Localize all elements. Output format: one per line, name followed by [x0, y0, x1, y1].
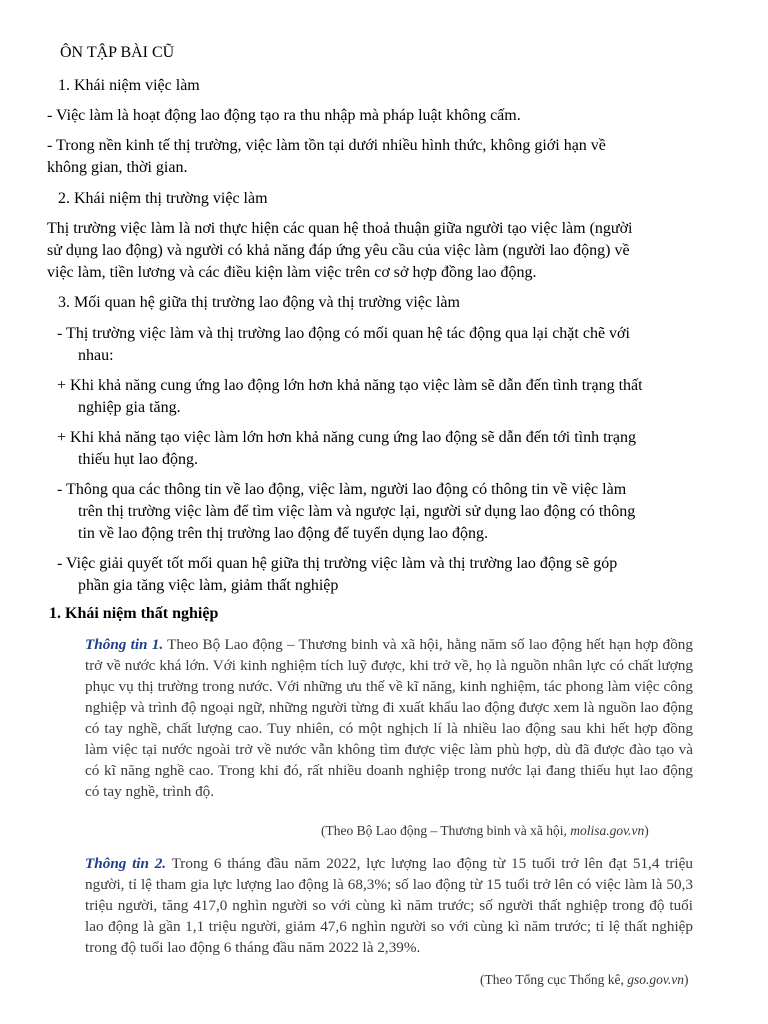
bullet-line: nhau:	[78, 347, 114, 364]
info-source-1	[321, 823, 649, 839]
bullet-line: nghiệp gia tăng.	[78, 399, 181, 416]
paragraph-line: sử dụng lao động) và người có khả năng đáp ứng yêu cầu của việc làm (người lao động) về	[47, 242, 630, 259]
bullet-line: - Thông qua các thông tin về lao động, việc làm, người lao động có thông tin về việc làm	[57, 481, 627, 498]
source-end: )	[644, 823, 649, 838]
paragraph-line: - Trong nền kinh tế thị trường, việc làm tồn tại dưới nhiều hình thức, không giới hạn về	[47, 137, 606, 154]
info-lead: Thông tin 2.	[85, 855, 167, 872]
section-heading-2: 2. Khái niệm thị trường việc làm	[58, 190, 268, 207]
section-heading-4: 1. Khái niệm thất nghiệp	[49, 605, 219, 622]
section-heading-3: 3. Mối quan hệ giữa thị trường lao động và thị trường việc làm	[58, 294, 460, 311]
info-block-2	[85, 853, 693, 958]
paragraph-line: không gian, thời gian.	[47, 159, 188, 176]
bullet-line: trên thị trường việc làm để tìm việc làm và ngược lại, người sử dụng lao động có thông	[78, 503, 636, 520]
info-text: Trong 6 tháng đầu năm 2022, lực lượng lao động từ 15 tuổi trở lên đạt 51,4 triệu người, tỉ lệ tham gia lực lượng lao động là 68,3%; số lao động từ 15 tuổi trở lên có việc làm là 50,3 triệu người, tăng 417,0 nghìn người so với cùng kì năm trước; số người thất nghiệp trong độ tuổi lao động là gần 1,1 triệu người, giảm 47,6 nghìn người so với cùng kì năm trước; tỉ lệ thất nghiệp trong độ tuổi lao động 6 tháng đầu năm 2022 là 2,39%.	[85, 855, 693, 956]
info-lead: Thông tin 1.	[85, 636, 164, 653]
info-text: Theo Bộ Lao động – Thương binh và xã hội, hằng năm số lao động hết hạn hợp đồng trở về nước khá lớn. Với kinh nghiệm tích luỹ được, khi trở về, họ là nguồn nhân lực có chất lượng phục vụ thị trường trong nước. Với những ưu thế về kĩ năng, kinh nghiệm, tác phong làm việc công nghiệp và trình độ ngoại ngữ, những người từng đi xuất khẩu lao động được xem là nguồn lao động có tay nghề, chất lượng cao. Tuy nhiên, có một nghịch lí là nhiều lao động sau khi hết hợp đồng làm việc tại nước ngoài trở về nước vẫn không tìm được việc làm phù hợp, dù đã được đào tạo và có kĩ năng nghề cao. Trong khi đó, rất nhiều doanh nghiệp trong nước lại đang thiếu hụt lao động có tay nghề, trình độ.	[85, 636, 693, 800]
source-end: )	[683, 972, 689, 987]
page-title: ÔN TẬP BÀI CŨ	[60, 44, 175, 61]
source-text: (Theo Tổng cục Thống kê,	[480, 972, 628, 987]
bullet-line: - Việc giải quyết tốt mối quan hệ giữa thị trường việc làm và thị trường lao động sẽ góp	[57, 555, 618, 572]
paragraph-line: việc làm, tiền lương và các điều kiện làm việc trên cơ sở hợp đồng lao động.	[47, 264, 537, 281]
paragraph-line: Thị trường việc làm là nơi thực hiện các quan hệ thoả thuận giữa người tạo việc làm (người	[47, 220, 633, 237]
bullet-line: phần gia tăng việc làm, giảm thất nghiệp	[78, 577, 339, 594]
source-site: gso.gov.vn	[627, 972, 684, 987]
bullet-line: + Khi khả năng tạo việc làm lớn hơn khả năng cung ứng lao động sẽ dẫn đến tới tình trạng	[57, 429, 636, 446]
source-text: (Theo Bộ Lao động – Thương binh và xã hội,	[321, 823, 571, 838]
bullet-line: - Thị trường việc làm và thị trường lao động có mối quan hệ tác động qua lại chặt chẽ với	[57, 325, 630, 342]
bullet-line: tin về lao động trên thị trường lao động để tuyển dụng lao động.	[78, 525, 488, 542]
source-site: molisa.gov.vn	[570, 823, 645, 838]
info-block-1	[85, 634, 693, 802]
info-source-2	[480, 972, 688, 988]
paragraph-line: - Việc làm là hoạt động lao động tạo ra thu nhập mà pháp luật không cấm.	[47, 107, 521, 124]
bullet-line: thiếu hụt lao động.	[78, 451, 198, 468]
bullet-line: + Khi khả năng cung ứng lao động lớn hơn khả năng tạo việc làm sẽ dẫn đến tình trạng thất	[57, 377, 643, 394]
section-heading-1: 1. Khái niệm việc làm	[58, 77, 200, 94]
